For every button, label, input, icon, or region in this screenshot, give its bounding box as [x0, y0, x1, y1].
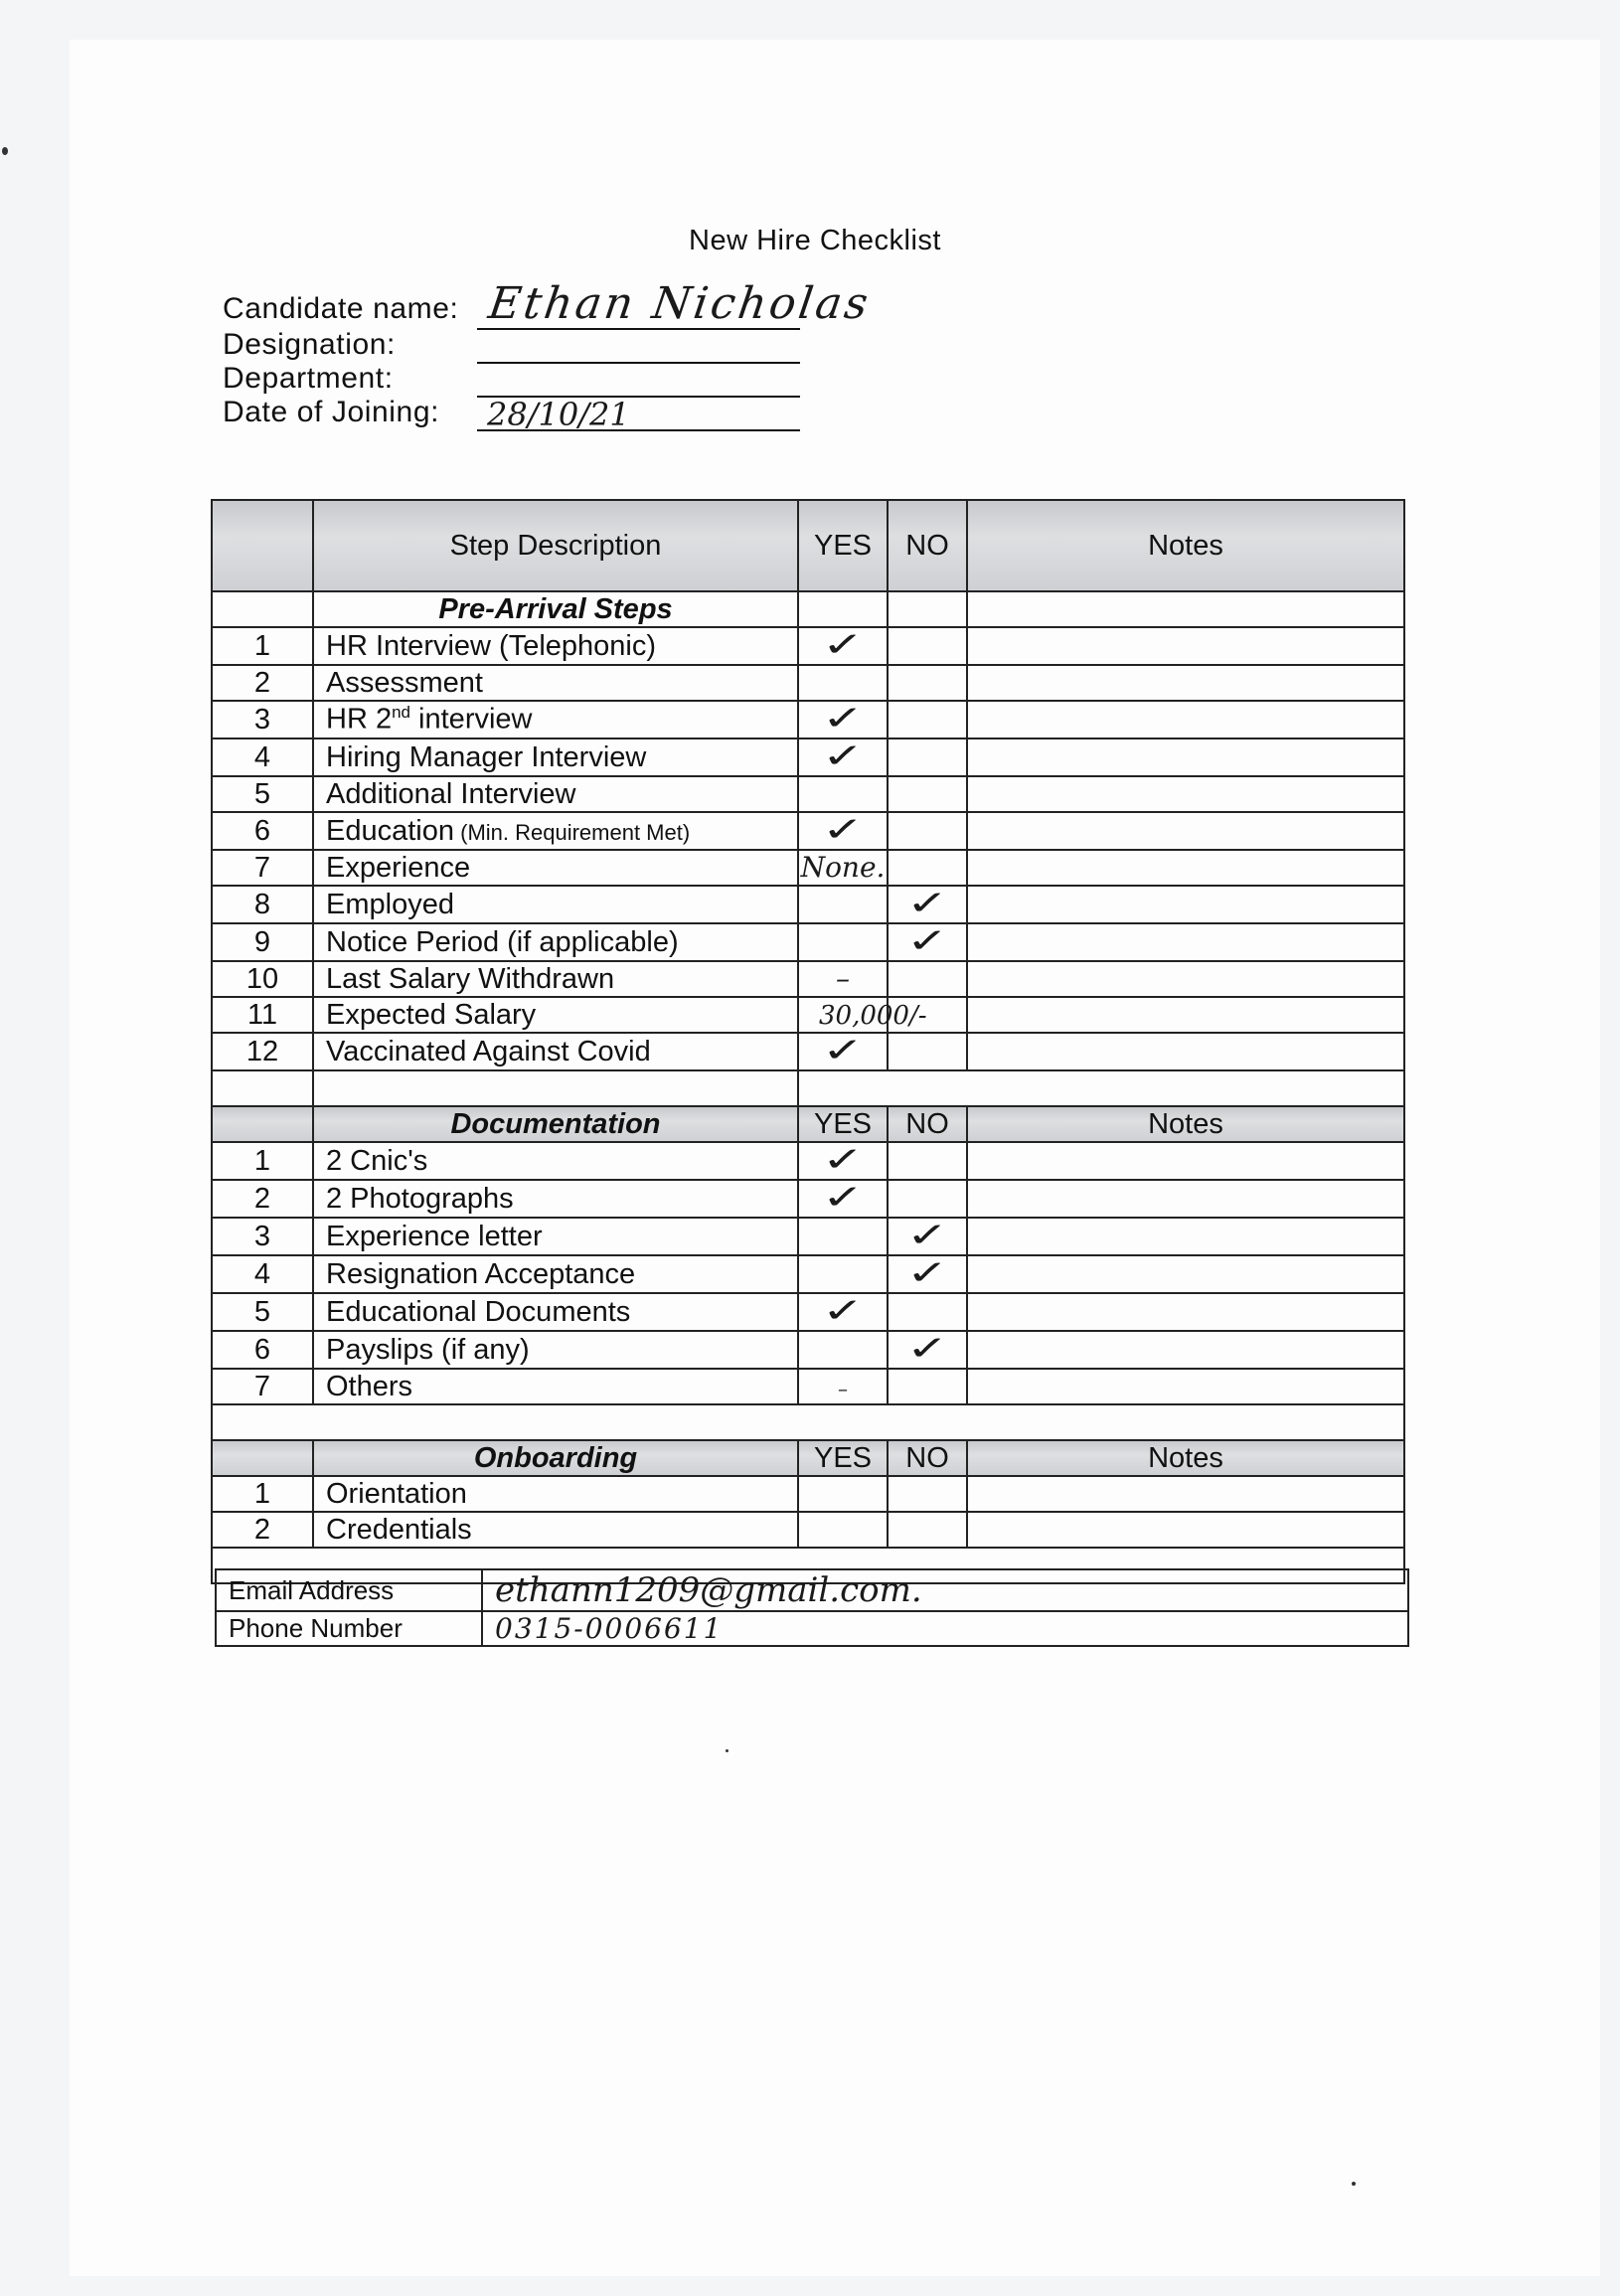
ordinal-suffix: nd	[392, 703, 410, 723]
step-description: Employed	[313, 886, 798, 923]
no-cell	[888, 1142, 967, 1180]
phone-cell	[482, 1611, 1408, 1646]
header-no: NO	[888, 500, 967, 591]
yes-cell	[798, 1033, 888, 1070]
row-number: 12	[212, 1033, 313, 1070]
table-row	[212, 1142, 1404, 1180]
yes-cell	[798, 1255, 888, 1293]
yes-cell	[798, 850, 888, 886]
yes-cell	[798, 738, 888, 776]
yes-cell	[798, 1218, 888, 1255]
check-mark-icon: ✓	[821, 1180, 865, 1218]
row-number: 6	[212, 1331, 313, 1369]
table-row	[212, 850, 1404, 886]
step-description: Resignation Acceptance	[313, 1255, 798, 1293]
row-number: 10	[212, 961, 313, 997]
table-row	[212, 738, 1404, 776]
no-cell	[888, 1293, 967, 1331]
notes-cell	[967, 776, 1404, 812]
section-row-documentation	[212, 1106, 1404, 1142]
notes-cell	[967, 1180, 1404, 1218]
check-mark-icon: ✓	[821, 701, 865, 738]
check-mark-icon: ✓	[821, 738, 865, 776]
dash-mark: –	[838, 1376, 848, 1400]
no-cell	[888, 886, 967, 923]
no-cell	[888, 738, 967, 776]
yes-cell	[798, 1369, 888, 1404]
row-number: 6	[212, 812, 313, 850]
table-row	[212, 1512, 1404, 1548]
no-cell	[888, 665, 967, 701]
table-row	[212, 1476, 1404, 1512]
check-mark-icon: ✓	[905, 1331, 949, 1369]
table-row	[212, 1180, 1404, 1218]
table-row	[212, 776, 1404, 812]
no-cell	[888, 1331, 967, 1369]
row-number: 7	[212, 1369, 313, 1404]
table-row	[212, 1033, 1404, 1070]
no-cell	[888, 923, 967, 961]
notes-cell	[967, 961, 1404, 997]
header-notes: Notes	[967, 500, 1404, 591]
step-description: Experience letter	[313, 1218, 798, 1255]
step-description-note: (Min. Requirement Met)	[454, 819, 691, 845]
row-number: 5	[212, 776, 313, 812]
phone-row	[216, 1611, 1408, 1646]
checklist-table	[211, 499, 1405, 1584]
notes-cell	[967, 1255, 1404, 1293]
row-number: 9	[212, 923, 313, 961]
table-row	[212, 665, 1404, 701]
department-label: Department:	[223, 362, 394, 395]
row-number: 1	[212, 1476, 313, 1512]
no-cell	[888, 1476, 967, 1512]
no-cell	[888, 776, 967, 812]
no-cell	[888, 1033, 967, 1070]
table-row	[212, 1255, 1404, 1293]
contact-table	[215, 1568, 1409, 1647]
header-no: NO	[888, 1106, 967, 1142]
table-row	[212, 701, 1404, 738]
spacer-row	[212, 1404, 1404, 1440]
step-description: HR Interview (Telephonic)	[313, 627, 798, 665]
scan-speck	[1352, 2182, 1356, 2186]
check-mark-icon: ✓	[905, 923, 949, 961]
row-number: 7	[212, 850, 313, 886]
handwritten-salary: 30,000/-	[819, 1000, 927, 1031]
check-mark-icon: ✓	[905, 1218, 949, 1255]
scan-speck	[726, 1749, 729, 1752]
step-description: Orientation	[313, 1476, 798, 1512]
table-row	[212, 961, 1404, 997]
section-title-onboarding: Onboarding	[313, 1440, 798, 1476]
notes-cell	[967, 923, 1404, 961]
notes-cell	[967, 627, 1404, 665]
yes-cell	[798, 1142, 888, 1180]
notes-cell	[967, 1293, 1404, 1331]
table-row	[212, 923, 1404, 961]
table-row	[212, 1218, 1404, 1255]
check-mark-icon: ✓	[821, 1293, 865, 1331]
check-mark-icon: ✓	[821, 1142, 865, 1180]
step-description: Notice Period (if applicable)	[313, 923, 798, 961]
step-description-text: HR 2	[326, 703, 393, 736]
no-cell	[888, 701, 967, 738]
notes-cell	[967, 997, 1404, 1033]
row-number: 3	[212, 701, 313, 738]
date-of-joining-line	[477, 429, 800, 431]
no-cell	[888, 1512, 967, 1548]
notes-cell	[967, 812, 1404, 850]
row-number: 2	[212, 665, 313, 701]
yes-cell	[798, 812, 888, 850]
yes-cell	[798, 665, 888, 701]
notes-cell	[967, 1142, 1404, 1180]
step-description: Additional Interview	[313, 776, 798, 812]
candidate-name-label: Candidate name:	[223, 292, 459, 325]
row-number: 4	[212, 1255, 313, 1293]
yes-cell	[798, 1331, 888, 1369]
notes-cell	[967, 701, 1404, 738]
no-cell	[888, 627, 967, 665]
row-number: 1	[212, 627, 313, 665]
notes-cell	[967, 1218, 1404, 1255]
step-description: 2 Photographs	[313, 1180, 798, 1218]
yes-cell	[798, 886, 888, 923]
table-row	[212, 997, 1404, 1033]
no-cell	[888, 997, 967, 1033]
yes-cell	[798, 923, 888, 961]
header-yes: YES	[798, 500, 888, 591]
step-description	[313, 701, 798, 738]
step-description-text: Education	[326, 814, 454, 847]
no-cell	[888, 812, 967, 850]
step-description: Expected Salary	[313, 997, 798, 1033]
no-cell	[888, 1180, 967, 1218]
dash-mark: –	[836, 962, 850, 995]
step-description	[313, 812, 798, 850]
yes-cell	[798, 1512, 888, 1548]
form-title: New Hire Checklist	[689, 225, 941, 256]
phone-value: 0315-0006611	[495, 1612, 724, 1645]
table-row	[212, 1369, 1404, 1404]
yes-cell	[798, 627, 888, 665]
table-row	[212, 627, 1404, 665]
header-no: NO	[888, 1440, 967, 1476]
notes-cell	[967, 665, 1404, 701]
email-cell	[482, 1569, 1408, 1611]
yes-cell	[798, 961, 888, 997]
yes-cell	[798, 1293, 888, 1331]
no-cell	[888, 1218, 967, 1255]
notes-cell	[967, 738, 1404, 776]
no-cell	[888, 1369, 967, 1404]
table-row	[212, 1331, 1404, 1369]
header-yes: YES	[798, 1106, 888, 1142]
check-mark-icon: ✓	[821, 1033, 865, 1070]
candidate-name-value: Ethan Nicholas	[485, 278, 875, 329]
notes-cell	[967, 1512, 1404, 1548]
yes-cell	[798, 1476, 888, 1512]
date-of-joining-label: Date of Joining:	[223, 396, 440, 428]
section-row-pre-arrival	[212, 591, 1404, 627]
step-description: Educational Documents	[313, 1293, 798, 1331]
row-number: 8	[212, 886, 313, 923]
row-number: 2	[212, 1512, 313, 1548]
header-yes: YES	[798, 1440, 888, 1476]
notes-cell	[967, 1033, 1404, 1070]
phone-label: Phone Number	[216, 1611, 482, 1646]
notes-cell	[967, 1476, 1404, 1512]
email-label: Email Address	[216, 1569, 482, 1611]
step-description: Last Salary Withdrawn	[313, 961, 798, 997]
header-number-cell	[212, 500, 313, 591]
step-description: Credentials	[313, 1512, 798, 1548]
yes-cell	[798, 776, 888, 812]
check-mark-icon: ✓	[821, 627, 865, 665]
step-description: Vaccinated Against Covid	[313, 1033, 798, 1070]
no-cell	[888, 1255, 967, 1293]
row-number: 4	[212, 738, 313, 776]
no-cell	[888, 850, 967, 886]
section-row-onboarding	[212, 1440, 1404, 1476]
yes-cell	[798, 701, 888, 738]
section-title-documentation: Documentation	[313, 1106, 798, 1142]
check-mark-icon: ✓	[821, 812, 865, 850]
scan-speck	[2, 147, 8, 155]
step-description-text: interview	[410, 703, 533, 736]
email-row	[216, 1569, 1408, 1611]
yes-cell	[798, 1180, 888, 1218]
section-title-pre-arrival: Pre-Arrival Steps	[313, 591, 798, 627]
step-description: Payslips (if any)	[313, 1331, 798, 1369]
date-of-joining-value: 28/10/21	[487, 396, 630, 433]
yes-cell	[798, 997, 927, 1033]
step-description: 2 Cnic's	[313, 1142, 798, 1180]
row-number: 3	[212, 1218, 313, 1255]
notes-cell	[967, 886, 1404, 923]
notes-cell	[967, 1331, 1404, 1369]
table-row	[212, 886, 1404, 923]
check-mark-icon: ✓	[905, 1255, 949, 1293]
step-description: Experience	[313, 850, 798, 886]
no-cell	[888, 961, 967, 997]
header-step-description: Step Description	[313, 500, 798, 591]
row-number: 2	[212, 1180, 313, 1218]
row-number: 5	[212, 1293, 313, 1331]
header-notes: Notes	[967, 1440, 1404, 1476]
step-description: Hiring Manager Interview	[313, 738, 798, 776]
spacer-row	[212, 1070, 1404, 1106]
step-description: Others	[313, 1369, 798, 1404]
email-value: ethann1209@gmail.com.	[495, 1570, 922, 1610]
table-row	[212, 1293, 1404, 1331]
notes-cell	[967, 850, 1404, 886]
check-mark-icon: ✓	[905, 886, 949, 923]
header-notes: Notes	[967, 1106, 1404, 1142]
candidate-name-line	[477, 328, 800, 330]
table-row	[212, 812, 1404, 850]
notes-cell	[967, 1369, 1404, 1404]
step-description: Assessment	[313, 665, 798, 701]
row-number: 11	[212, 997, 313, 1033]
column-header-row	[212, 500, 1404, 591]
designation-label: Designation:	[223, 328, 396, 361]
designation-line	[477, 362, 800, 364]
row-number: 1	[212, 1142, 313, 1180]
handwritten-note: None.	[800, 851, 886, 884]
